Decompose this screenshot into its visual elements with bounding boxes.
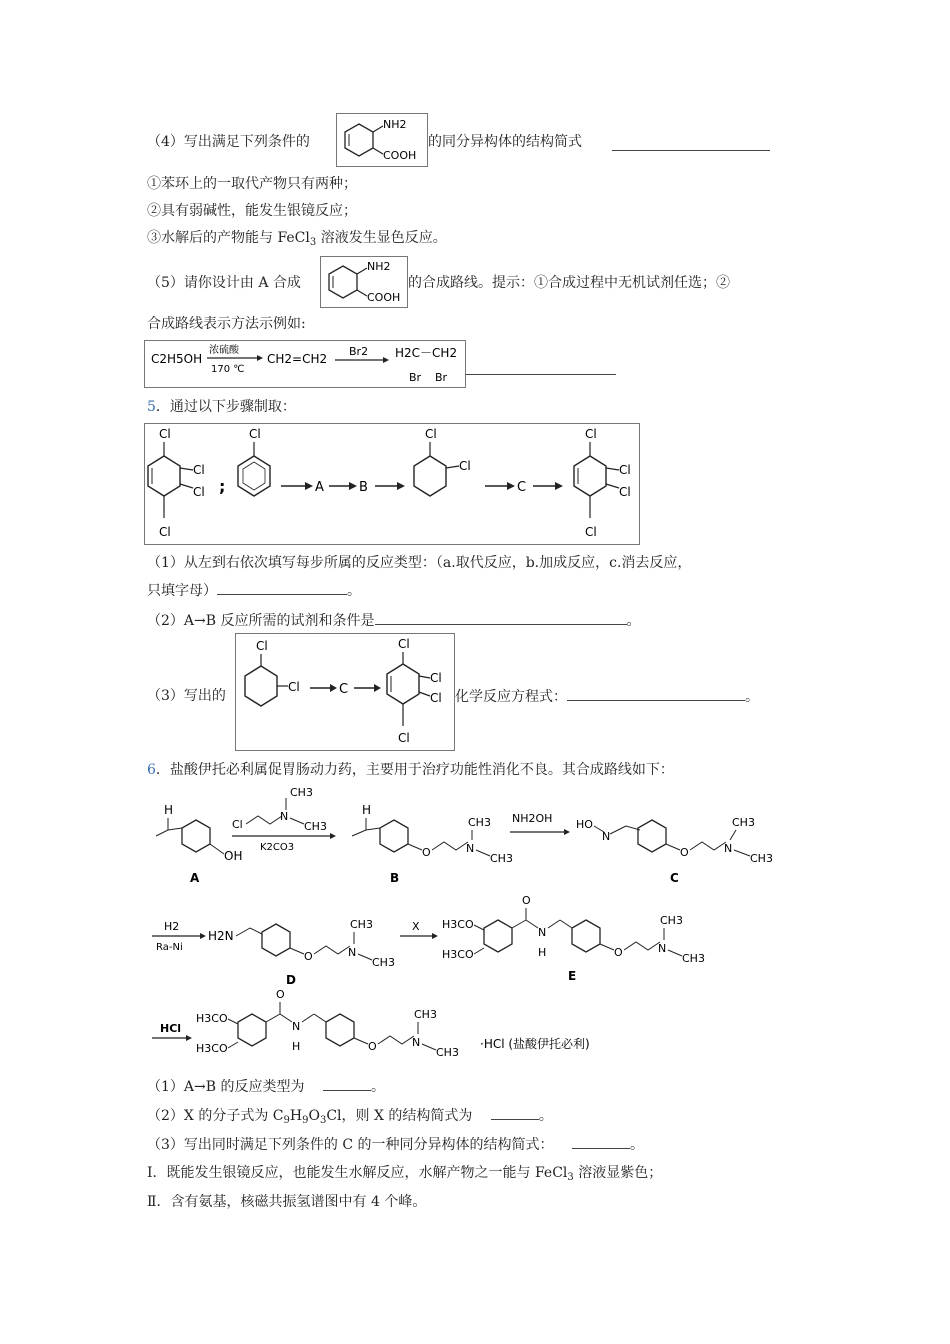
anthranilic-acid-structure: [336, 113, 428, 167]
compound-d-label: D: [286, 973, 296, 987]
cl-label: Cl: [425, 427, 437, 441]
cl-label: Cl: [288, 680, 300, 694]
p5-q3-blank[interactable]: [567, 686, 745, 701]
problem-5-title: 5．通过以下步骤制取：: [147, 399, 296, 415]
compound-c-label: C: [670, 871, 679, 885]
reagent-cl: Cl: [232, 818, 243, 831]
itopride-synthesis-scheme: [140, 780, 800, 1070]
p5-q1-blank[interactable]: [217, 580, 347, 595]
e-n2-label: N: [658, 942, 667, 955]
e-ch3: CH3: [682, 952, 705, 965]
f-ch3: CH3: [436, 1046, 459, 1059]
b-ch3: CH3: [490, 852, 513, 865]
p6-q2-blank[interactable]: [491, 1105, 539, 1120]
label-a: A: [315, 480, 324, 495]
e-ch3: CH3: [660, 914, 683, 927]
b-o-label: O: [422, 846, 431, 859]
compound-a-label: A: [190, 871, 200, 885]
p5-q3: 化学反应方程式： 。: [455, 686, 759, 707]
c-n2-label: N: [724, 842, 733, 855]
cl-label: Cl: [398, 731, 410, 745]
q4-condition-2: ②具有弱碱性，能发生银镜反应；: [147, 203, 357, 219]
hydrochloride-salt-label: ·HCl (盐酸伊托必利): [480, 1037, 590, 1051]
p6-condition-1: Ⅰ．既能发生银镜反应，也能发生水解反应，水解产物之一能与 FeCl$_3$ 溶液显紫色；: [147, 1165, 663, 1183]
reagent-ch3: CH3: [290, 786, 313, 799]
ex-ethanol: C2H5OH: [151, 352, 203, 366]
label-c: C: [339, 682, 349, 697]
separator: ;: [219, 477, 226, 496]
mol-nh2-label: NH2: [383, 118, 407, 131]
b-h-label: H: [362, 803, 372, 817]
label-b: B: [359, 480, 368, 495]
q5-answer-blank[interactable]: [466, 360, 616, 375]
cl-label: Cl: [193, 463, 205, 477]
q4-condition-3: ③水解后的产物能与 FeCl$_3$ 溶液发生显色反应。: [147, 230, 447, 248]
compound-e-label: E: [568, 969, 577, 983]
cl-label: Cl: [159, 427, 171, 441]
nh2oh-label: NH2OH: [512, 812, 553, 825]
d-ch3: CH3: [350, 918, 373, 931]
a-h-label: H: [164, 803, 174, 817]
q4-prefix: （4）写出满足下列条件的: [147, 134, 310, 150]
ex-product: H2C－CH2: [395, 346, 458, 360]
f-h3co-top: H3CO: [196, 1012, 228, 1025]
b-n-label: N: [466, 842, 475, 855]
ex-br-2: Br: [435, 371, 448, 384]
f-h3co-bottom: H3CO: [196, 1042, 228, 1055]
c-n-label: N: [602, 830, 611, 843]
p6-q3: （3）写出同时满足下列条件的 C 的一种同分异构体的结构简式： 。: [147, 1134, 644, 1155]
example-route-box: [144, 340, 466, 388]
p6-q1-blank[interactable]: [323, 1076, 371, 1091]
q4-condition-1: ①苯环上的一取代产物只有两种；: [147, 176, 357, 192]
a-oh-label: OH: [224, 849, 243, 863]
mol-cooh-label: COOH: [383, 149, 417, 162]
target-cooh-label: COOH: [367, 291, 401, 304]
cl-label: Cl: [585, 427, 597, 441]
compound-b-label: B: [390, 871, 400, 885]
cl-label: Cl: [459, 459, 471, 473]
p6-q2: （2）X 的分子式为 $C_9H_9O_3Cl$，则 X 的结构简式为 。: [147, 1105, 553, 1131]
e-h3co-top: H3CO: [442, 918, 474, 931]
f-o2-label: O: [368, 1040, 377, 1053]
h2-label: H2: [164, 920, 180, 933]
e-h3co-bottom: H3CO: [442, 948, 474, 961]
p6-condition-2: Ⅱ．含有氨基，核磁共振氢谱图中有 4 个峰。: [147, 1194, 427, 1210]
b-ch3: CH3: [468, 816, 491, 829]
e-n-label: N: [538, 926, 547, 939]
hcl-label: HCl: [160, 1022, 182, 1035]
x-reagent-label: X: [412, 920, 420, 933]
ex-cond-top: 浓硫酸: [209, 345, 239, 356]
d-h2n-label: H2N: [208, 929, 234, 943]
rani-label: Ra-Ni: [156, 942, 183, 953]
q5-prefix: （5）请你设计由 A 合成: [147, 275, 301, 291]
target-nh2-label: NH2: [367, 260, 391, 273]
c-ch3: CH3: [732, 816, 755, 829]
f-h-label: H: [292, 1040, 301, 1053]
ex-ethylene: CH2=CH2: [267, 352, 328, 366]
cl-label: Cl: [398, 637, 410, 651]
cl-label: Cl: [619, 485, 631, 499]
p6-q1: （1）A→B 的反应类型为 。: [147, 1076, 385, 1097]
d-n-label: N: [348, 946, 357, 959]
cl-label: Cl: [256, 639, 268, 653]
cl-label: Cl: [193, 485, 205, 499]
q5-suffix: 的合成路线。提示：①合成过程中无机试剂任选；②: [408, 275, 730, 291]
target-structure: [320, 256, 408, 308]
f-ch3: CH3: [414, 1008, 437, 1021]
ex-cond-bottom: 170 ℃: [211, 364, 245, 375]
d-o-label: O: [304, 950, 313, 963]
f-o-label: O: [276, 988, 285, 1001]
ex-br-1: Br: [409, 371, 422, 384]
c-o-label: O: [680, 846, 689, 859]
p5-q1-line2: 只填字母） 。: [147, 580, 361, 601]
p5-q1-line1: （1）从左到右依次填写每步所属的反应类型：（a.取代反应，b.加成反应，c.消去反应，: [147, 555, 692, 571]
f-n2-label: N: [412, 1036, 421, 1049]
problem-5-scheme: [144, 423, 640, 545]
q4-suffix: 的同分异构体的结构简式: [428, 134, 582, 150]
cl-label: Cl: [249, 427, 261, 441]
cl-label: Cl: [159, 525, 171, 539]
cl-label: Cl: [619, 463, 631, 477]
e-o2-label: O: [614, 946, 623, 959]
label-c: C: [517, 480, 527, 495]
cl-label: Cl: [585, 525, 597, 539]
q4-answer-blank[interactable]: [612, 136, 770, 151]
p5-q3-prefix: （3）写出的: [147, 688, 226, 704]
p5-q3-scheme: [235, 633, 455, 751]
problem-6-title: 6．盐酸伊托必利属促胃肠动力药，主要用于治疗功能性消化不良。其合成路线如下：: [147, 762, 674, 778]
ex-br2: Br2: [349, 345, 369, 358]
reagent-n: N: [280, 810, 289, 823]
c-ho-label: HO: [576, 818, 593, 831]
p6-q3-blank[interactable]: [572, 1134, 630, 1149]
q5-example-intro: 合成路线表示方法示例如:: [147, 316, 306, 332]
c-ch3: CH3: [750, 852, 773, 865]
d-ch3: CH3: [372, 956, 395, 969]
k2co3-label: K2CO3: [260, 842, 295, 853]
e-h-label: H: [538, 946, 547, 959]
cl-label: Cl: [430, 671, 442, 685]
f-n-label: N: [292, 1020, 301, 1033]
cl-label: Cl: [430, 691, 442, 705]
p5-q2-blank[interactable]: [375, 610, 627, 625]
e-o-label: O: [522, 894, 531, 907]
reagent-ch3: CH3: [304, 820, 327, 833]
p5-q2: （2）A→B 反应所需的试剂和条件是 。: [147, 610, 641, 631]
